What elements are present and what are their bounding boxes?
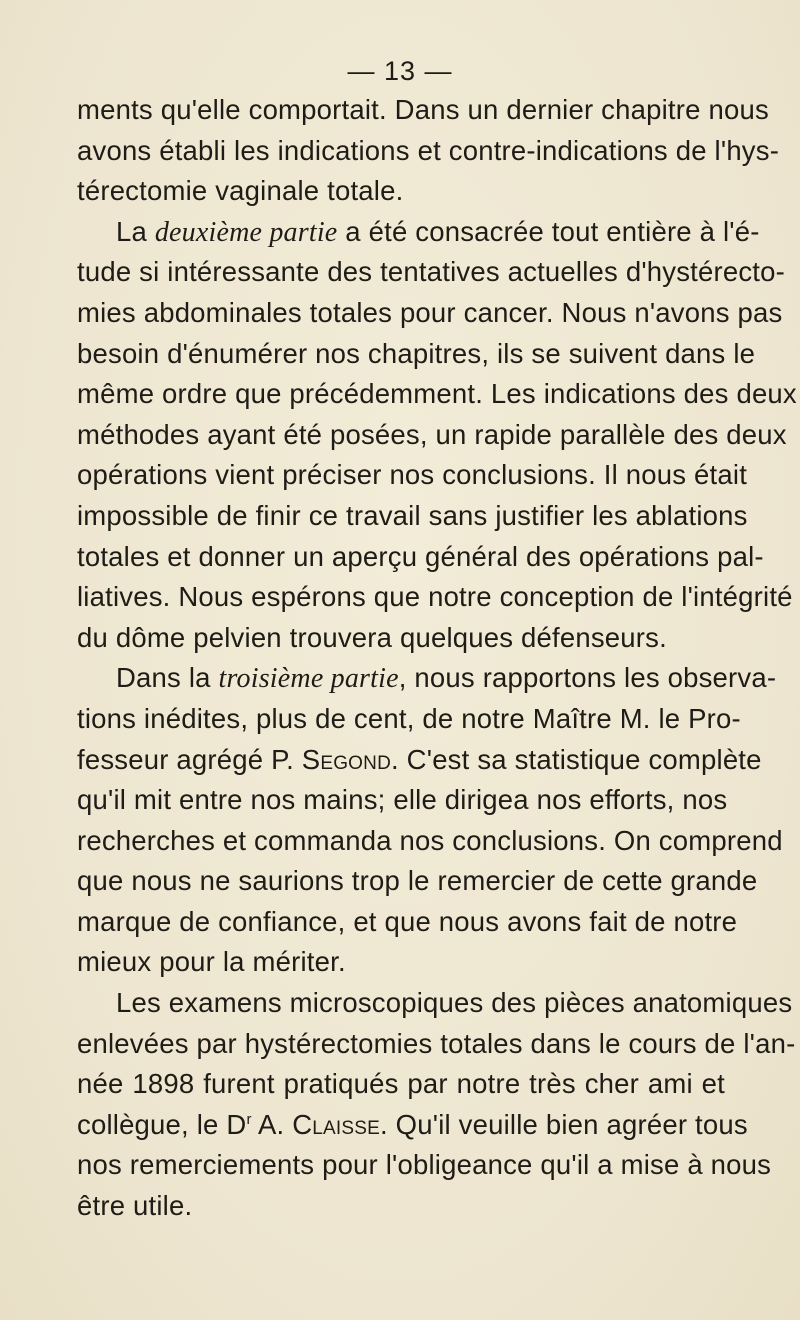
text-line: même ordre que précédemment. Les indications des deux: [77, 378, 797, 410]
text-fragment: La: [116, 215, 155, 247]
text-line: ments qu'elle comportait. Dans un dernier chapitre nous: [77, 94, 769, 125]
text-line: totales et donner un aperçu général des opérations pal-: [77, 540, 764, 572]
text-line: [77, 1105, 748, 1146]
text-line: tude si intéressante des tentatives actuelles d'hystérecto-: [77, 256, 785, 288]
text-fragment: A.: [251, 1108, 293, 1140]
text-fragment: a été consacrée tout entière à l'é-: [337, 215, 760, 247]
page-number: — 13 —: [347, 56, 453, 86]
text-line: [77, 212, 760, 253]
text-line: [77, 740, 762, 781]
body-text: [77, 90, 797, 1227]
text-line: mieux pour la mériter.: [77, 946, 346, 978]
text-line: être utile.: [77, 1190, 193, 1222]
text-line: liatives. Nous espérons que notre conception de l'intégrité: [77, 581, 793, 613]
text-line: du dôme pelvien trouvera quelques défenseurs.: [77, 621, 667, 653]
text-line: née 1898 furent pratiqués par notre très cher ami et: [77, 1068, 725, 1100]
text-line: nos remerciements pour l'obligeance qu'il a mise à nous: [77, 1149, 772, 1181]
text-line: recherches et commanda nos conclusions. On comprend: [77, 824, 783, 856]
text-line: térectomie vaginale totale.: [77, 175, 404, 207]
text-line: impossible de finir ce travail sans justifier les ablations: [77, 499, 748, 531]
text-line: opérations vient préciser nos conclusions. Il nous était: [77, 459, 748, 491]
text-line: Les examens microscopiques des pièces anatomiques: [116, 987, 793, 1019]
text-line: tions inédites, plus de cent, de notre Maître M. le Pro-: [77, 702, 741, 734]
author-name: Segond: [301, 743, 391, 775]
author-name: Claisse: [292, 1108, 380, 1140]
italic-phrase: deuxième partie: [154, 216, 338, 248]
text-fragment: collègue, le D: [77, 1108, 247, 1140]
italic-phrase: troisième partie: [218, 663, 399, 695]
text-line: avons établi les indications et contre-indications de l'hys-: [77, 134, 780, 166]
text-line: marque de confiance, et que nous avons fait de notre: [77, 905, 738, 937]
text-line: méthodes ayant été posées, un rapide parallèle des deux: [77, 418, 787, 450]
text-fragment: . C'est sa statistique complète: [391, 743, 762, 775]
text-line: qu'il mit entre nos mains; elle dirigea nos efforts, nos: [77, 784, 728, 816]
text-fragment: , nous rapportons les observa-: [398, 662, 777, 694]
text-fragment: . Qu'il veuille bien agréer tous: [379, 1108, 748, 1140]
superscript: r: [246, 1110, 252, 1128]
text-line: [77, 658, 777, 699]
text-line: que nous ne saurions trop le remercier de cette grande: [77, 865, 758, 897]
text-line: besoin d'énumérer nos chapitres, ils se suivent dans le: [77, 337, 756, 369]
text-fragment: fesseur agrégé P.: [77, 743, 302, 775]
text-line: enlevées par hystérectomies totales dans le cours de l'an-: [77, 1027, 796, 1059]
text-line: mies abdominales totales pour cancer. Nous n'avons pas: [77, 296, 783, 328]
text-fragment: Dans la: [116, 662, 219, 694]
